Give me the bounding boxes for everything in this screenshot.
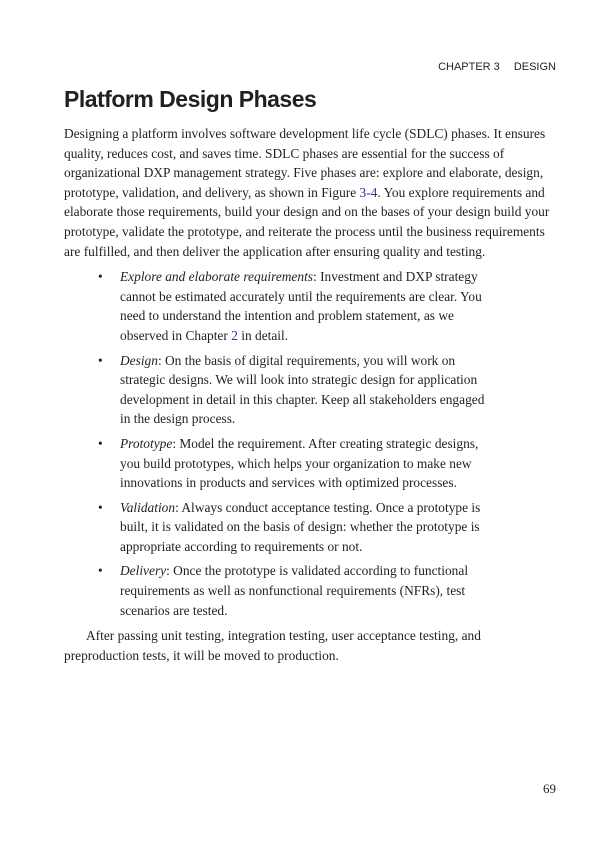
figure-link[interactable]: 3-4 xyxy=(359,184,378,200)
list-item xyxy=(98,561,498,620)
bullet-text: : Once the prototype is validated according to functional requirements as well as nonfunctional requirements (NFRs), test scenarios are tested. xyxy=(120,563,469,618)
bullet-term: Validation xyxy=(120,499,176,515)
intro-text: Designing a platform involves software development life cycle (SDLC) phases. It ensures quality, reduces cost, and saves time. SDLC phases are essential for the success of organizational DXP management strategy. Five phases are: explore and elaborate, design, prototype, validation, and delivery, as shown in Figure xyxy=(64,126,546,200)
bullet-text: : On the basis of digital requirements, you will work on strategic designs. We will look into strategic design for application development in detail in this chapter. Keep all stakeholders engaged in the design process. xyxy=(120,352,485,427)
list-item xyxy=(98,498,498,557)
section-title: Platform Design Phases xyxy=(64,86,317,112)
bullet-text-end: in detail. xyxy=(237,327,289,343)
page-number: 69 xyxy=(543,781,556,796)
bullet-text: : Model the requirement. After creating strategic designs, you build prototypes, which helps your organization to make new innovations in products and services with optimized processes. xyxy=(120,435,479,491)
running-header xyxy=(438,61,556,73)
chapter-link[interactable]: 2 xyxy=(231,327,238,343)
bullet-term: Explore and elaborate requirements xyxy=(120,269,314,285)
intro-paragraph xyxy=(64,124,550,261)
bullet-term: Delivery xyxy=(120,563,167,579)
section-label: DESIGN xyxy=(513,61,556,73)
bullet-text: : Always conduct acceptance testing. Once a prototype is built, it is validated on the basis of design: whether the prototype is appropriate according to requirements or not. xyxy=(120,499,481,554)
list-item xyxy=(98,351,498,429)
intro-text-end: . You explore requirements and elaborate those requirements, build your design and on the bases of your design build your prototype, validate the prototype, and reiterate the process until the business requirements are fulfilled, and then deliver the application after ensuring quality and testing. xyxy=(64,184,550,259)
list-item xyxy=(98,267,498,345)
bullet-text: : Investment and DXP strategy cannot be estimated accurately until the requirements are clear. You need to understand the intention and problem statement, as we observed in Chapter xyxy=(120,269,482,343)
bullet-term: Design xyxy=(120,352,158,368)
bullet-term: Prototype xyxy=(120,435,173,451)
body-text xyxy=(64,124,550,665)
chapter-label: CHAPTER 3 xyxy=(438,61,500,73)
list-item xyxy=(98,434,498,493)
closing-paragraph: After passing unit testing, integration testing, user acceptance testing, and preproduction tests, it will be moved to production. xyxy=(64,628,481,663)
phase-list xyxy=(98,267,498,620)
